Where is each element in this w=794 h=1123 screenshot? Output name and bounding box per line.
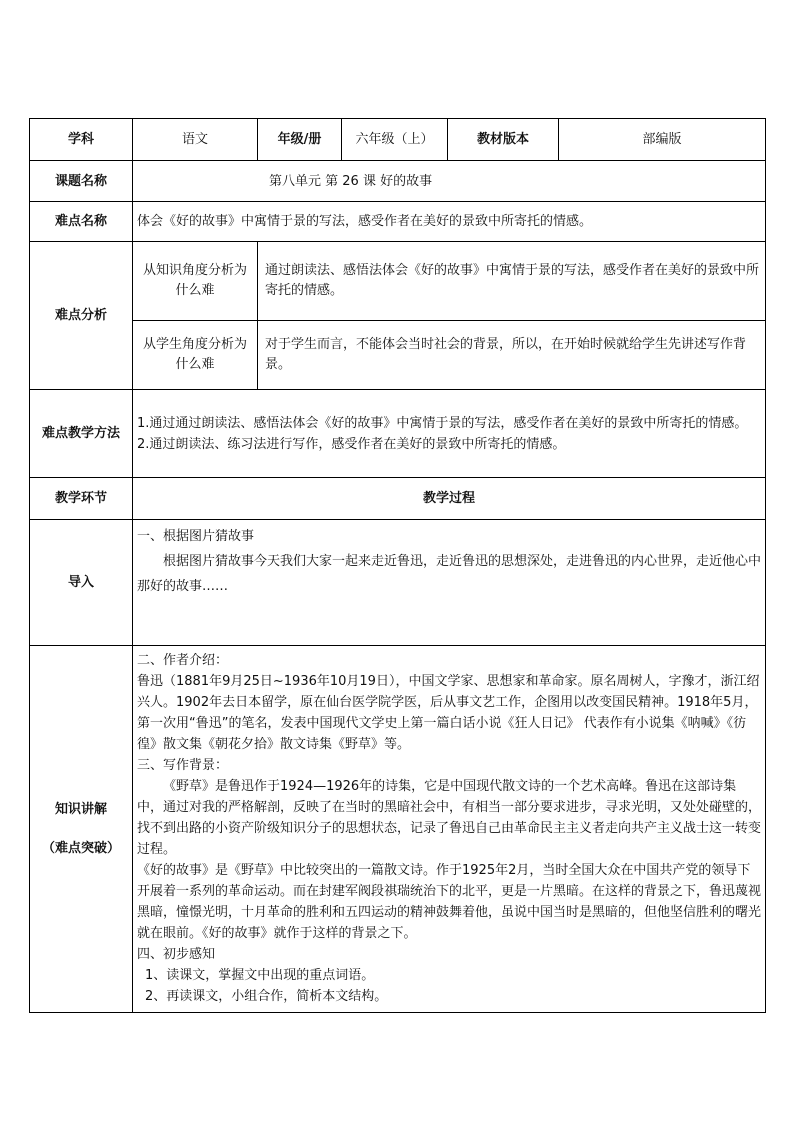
difficulty-row [30,202,766,242]
knowledge-angle-value: 通过朗读法、感悟法体会《好的故事》中寓情于景的写法，感受作者在美好的景致中所寄托的情感。 [258,242,766,321]
author-body: 鲁迅（1881年9月25日~1936年10月19日），中国文学家、思想家和革命家。原名周树人，字豫才，浙江绍兴人。1902年去日本留学，原在仙台医学院学医，后从事文艺工作，企图用以改变国民精神。1918年5月，第一次用“鲁迅”的笔名，发表中国现代文学史上第一篇白话小说《狂人日记》 代表作有小说集《呐喊》《彷徨》散文集《朝花夕拾》散文诗集《野草》等。 [137,674,760,752]
analysis-row-knowledge [30,242,766,321]
perception-step-2: 2、再读课文，小组合作，简析本文结构。 [145,989,388,1004]
intro-content [133,520,766,646]
process-label: 教学过程 [133,478,766,520]
analysis-label: 难点分析 [30,242,133,390]
background-paragraph-1: 《野草》是鲁迅作于1924—1926年的诗集，它是中国现代散文诗的一个艺术高峰。鲁迅在这部诗集中，通过对我的严格解剖，反映了在当时的黑暗社会中，有相当一部分要求进步，寻求光明，又处处碰壁的，找不到出路的小资产阶级知识分子的思想状态，记录了鲁迅自己由革命民主主义者走向共产主义战士这一转变过程。 [137,779,762,857]
difficulty-value: 体会《好的故事》中寓情于景的写法，感受作者在美好的景致中所寄托的情感。 [133,202,766,242]
knowledge-label: 知识讲解 [54,802,107,817]
subject-label: 学科 [30,119,133,161]
knowledge-sub-label: （难点突破） [41,841,120,856]
process-header-row [30,478,766,520]
method-content [133,390,766,478]
intro-body: 根据图片猜故事今天我们大家一起来走近鲁迅，走近鲁迅的思想深处，走进鲁迅的内心世界，走近他心中那好的故事…… [137,554,762,594]
method-line-2: 2.通过朗读法、练习法进行写作，感受作者在美好的景致中所寄托的情感。 [137,436,566,452]
intro-heading: 一、根据图片猜故事 [137,529,255,544]
knowledge-row [30,646,766,1013]
background-paragraph-2: 《好的故事》是《野草》中比较突出的一篇散文诗。作于1925年2月，当时全国大众在中国共产党的领导下开展着一系列的革命运动。而在封建军阀段祺瑞统治下的北平，更是一片黑暗。在这样的背景之下，鲁迅蔑视黑暗，憧憬光明，十月革命的胜利和五四运动的精神鼓舞着他，虽说中国当时是黑暗的，但他坚信胜利的曙光就在眼前。《好的故事》就作于这样的背景之下。 [137,863,762,941]
grade-value: 六年级（上） [342,119,448,161]
knowledge-content [133,646,766,1013]
intro-row [30,520,766,646]
edition-label: 教材版本 [448,119,559,161]
student-angle-value: 对于学生而言，不能体会当时社会的背景，所以，在开始时候就给学生先讲述写作背景。 [258,321,766,390]
stage-label: 教学环节 [30,478,133,520]
lesson-title: 第八单元 第 26 课 好的故事 [133,161,766,202]
grade-label: 年级/册 [258,119,342,161]
method-line-1: 1.通过通过朗读法、感悟法体会《好的故事》中寓情于景的写法，感受作者在美好的景致中所寄托的情感。 [137,415,748,431]
knowledge-label-cell [30,646,133,1013]
background-heading: 三、写作背景： [137,758,229,773]
method-row [30,390,766,478]
subject-value: 语文 [133,119,258,161]
difficulty-label: 难点名称 [30,202,133,242]
perception-step-1: 1、读课文，掌握文中出现的重点词语。 [145,968,375,983]
edition-value: 部编版 [559,119,766,161]
lesson-label: 课题名称 [30,161,133,202]
method-label: 难点教学方法 [30,390,133,478]
lesson-plan-table [29,118,766,1013]
lesson-row [30,161,766,202]
student-angle-label: 从学生角度分析为什么难 [133,321,258,390]
header-row [30,119,766,161]
author-heading: 二、作者介绍： [137,653,229,668]
analysis-row-student [30,321,766,390]
intro-label: 导入 [30,520,133,646]
perception-heading: 四、初步感知 [137,947,216,962]
knowledge-angle-label: 从知识角度分析为什么难 [133,242,258,321]
